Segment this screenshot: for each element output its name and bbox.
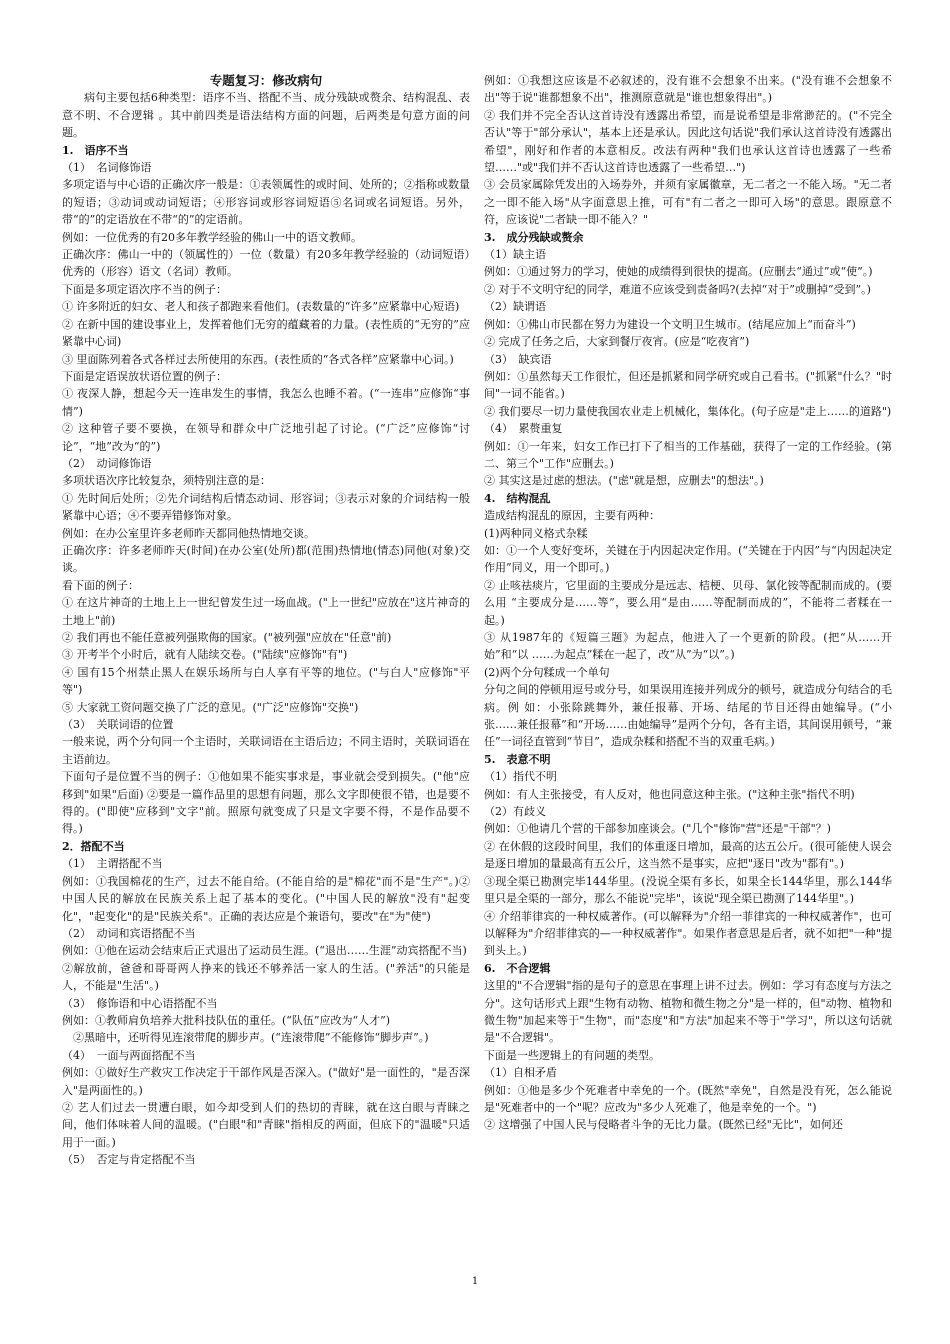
subsection-heading: （1）自相矛盾 [484,1066,557,1080]
subsection-heading: （4） 一面与两面搭配不当 [62,1048,196,1062]
paragraph: 病句主要包括6种类型：语序不当、搭配不当、成分残缺或赘余、结构混乱、表意不明、不合逻辑 。其中前四类是语法结构方面的问题，后两类是句意方面的问题。 [62,91,470,140]
paragraph: ④ 介绍菲律宾的一种权威著作。(可以解释为"介绍一菲律宾的一种权威著作"，也可以解释为"介绍菲律宾的—一种权威著作"。如果作者意思是后者，就不如把"一种"提到头上。) [484,909,892,958]
paragraph: ② 完成了任务之后，大家到餐厅夜宵。(应是“吃夜宵”) [484,335,750,349]
document-title: 专题复习：修改病句 [209,73,323,88]
section-heading: 3. 成分残缺或赘余 [484,230,584,244]
paragraph: 例如：①教师肩负培养大批科技队伍的重任。(“队伍”应改为“人才”) [62,1013,391,1027]
paragraph: 分句之间的停顿用逗号或分号，如果误用连接并列成分的顿号，就造成分句结合的毛病。例 如：小张除跳舞外，兼任报幕、开场、结尾的节目还得由她编导。(“小张……兼任报幕”和“开场……由她编导”是两个分句，各有主语，其间误用顿号，“兼任”一词径直管到“节目”，造成杂糅和搭配不当的双重毛病。) [484,683,892,749]
paragraph: ③ 开考半个小时后，就有人陆续交卷。("陆续"应修饰"有") [62,648,348,662]
paragraph: 一般来说，两个分句同一个主语时，关联词语在主语后边；不同主语时，关联词语在主语前边。 [62,735,470,766]
paragraph: ③ 从1987年的《短篇三题》为起点，他进入了一个更新的阶段。(把“从……开始”和“以 ……为起点”糅在一起了，改“从”为“以”。) [484,631,892,662]
paragraph: 例如：①我国棉花的生产，过去不能自给。(不能自给的是"棉花"而不是"生产"。)②中国人民的解放在民族关系上起了基本的变化。("中国人民的解放"没有"起变化"，"起变化"的是"民族关系"。正确的表达应是个兼语句，要改"在"为"使") [62,874,470,923]
paragraph: ② 对于不文明守纪的同学，难道不应该受到责备吗?(去掉“对于”或删掉“受到”。) [484,282,871,296]
subsection-heading: （1）缺主语 [484,248,546,262]
subsection-heading: （4） 累赘重复 [484,422,563,436]
subsection-heading: （1）指代不明 [484,770,557,784]
paragraph: 例如：①他是多少个死难者中幸免的一个。(既然"幸免"，自然是没有死，怎么能说是"死难者中的一个"呢？应改为"多少人死难了，他是幸免的一个。") [484,1083,892,1114]
section-heading: 2．搭配不当 [62,839,125,853]
paragraph: 例如：①佛山市民都在努力为建设一个文明卫生城市。(结尾应加上“而奋斗”) [484,317,856,331]
paragraph: ② 在新中国的建设事业上，发挥着他们无穷的蕴藏着的力量。(表性质的“无穷的”应紧靠中心词) [62,317,470,349]
paragraph: 如：①一个人变好变坏，关键在于内因起决定作用。(“关键在于内因”与“内因起决定作用”同义，用一个即可。) [484,543,892,575]
paragraph: 下面是一些逻辑上的有问题的类型。 [484,1048,660,1062]
left-column [62,72,470,1169]
subsection-heading: （3） 缺宾语 [484,352,552,366]
paragraph: ② 艺人们过去一贯遭白眼，如今却受到人们的热切的青睐，就在这白眼与青睐之间，他们体味着人间的温暖。("白眼"和"青睐"指相反的两面，但底下的"温暖"只适用于一面。) [62,1100,470,1149]
paragraph: 多项定语与中心语的正确次序一般是：①表领属性的或时间、处所的；②指称或数量的短语；③动词或动词短语；④形容词或形容词短语⑤名词或名词短语。另外，带“的”的定语放在不带“的”的定语前。 [62,178,470,227]
paragraph: ③现全渠已勘测完毕144华里。(没说全渠有多长，如果全长144华里，那么144华里只是全渠的一部分，那么不能说"完毕"，该说"现全渠已勘测了144华里"。) [484,874,892,906]
paragraph: 例如：①一年来，妇女工作已打下了相当的工作基础，获得了一定的工作经验。(第二、第三个"工作"应删去。) [484,439,892,470]
paragraph: 例如：①他在运动会结束后正式退出了运动员生涯。(“退出……生涯”动宾搭配不当) [62,944,467,958]
subsection-heading: （1） 名词修饰语 [62,161,152,175]
paragraph: ② 我们并不完全否认这首诗没有透露出希望，而是说希望是非常渺茫的。("不完全否认"等于"部分承认"，基本上还是承认。因此这句话说"我们承认这首诗没有透露出希望"，刚好和作者的本意相反。改法有两种"我们也承认这首诗也透露了一些希望……"或"我们并不否认这首诗也透露了一些希望…") [484,108,892,175]
paragraph: 正确次序：佛山一中的（领属性的）一位（数量）有20多年教学经验的（动词短语）优秀的（形容）语文（名词）教师。 [62,248,470,279]
paragraph: 这里的"不合逻辑"指的是句子的意思在事理上讲不过去。例如：学习有态度与方法之分"。这句话形式上跟"生物有动物、植物和微生物之分"是一样的，但"动物、植物和微生物"加起来等于"生物"，而"态度"和"方法"加起来不等于"学习"，所以这句话就是"不合逻辑"。 [484,979,892,1045]
paragraph: ① 先时间后处所；②先介词结构后情态动词、形容词；③表示对象的介词结构一般紧靠中心语；④不要弄错修饰对象。 [62,491,470,523]
subsection-heading: （5） 否定与肯定搭配不当 [62,1153,196,1167]
paragraph: ② 这种管子要不要换，在领导和群众中广泛地引起了讨论。(“广泛”应修饰“讨论”，“地”改为“的”) [62,422,470,453]
right-column [484,72,892,1134]
paragraph: (2)两个分句糅成一个单句 [484,665,610,679]
section-heading: 5. 表意不明 [484,752,551,766]
subsection-heading: （3） 修饰语和中心语搭配不当 [62,996,218,1010]
paragraph: 正确次序：许多老师昨天(时间)在办公室(处所)都(范围)热情地(情态)同他(对象)交谈。 [62,543,470,575]
paragraph: ① 在这片神奇的土地上上一世纪曾发生过一场血战。("上一世纪"应放在"这片神奇的土地上"前) [62,596,470,627]
paragraph: ②黑暗中，还听得见连滚带爬的脚步声。(“连滚带爬”不能修饰“脚步声”。) [62,1031,429,1045]
paragraph: ④ 国有15个州禁止黑人在娱乐场所与白人享有平等的地位。("与白人"应修饰"平等") [62,665,470,697]
paragraph: 例如：有人主张接受，有人反对，他也同意这种主张。("这种主张"指代不明) [484,787,855,801]
paragraph: 例如：①做好生产救灾工作决定于干部作风是否深入。("做好"是一面性的，"是否深入"是两面性的。) [62,1066,470,1097]
paragraph: ②解放前，爸爸和哥哥两人挣来的钱还不够养活一家人的生活。("养活"的只能是人，不能是"生活"。) [62,961,470,993]
paragraph: ② 在休假的这段时间里，我们的体重逐日增加，最高的达五公斤。(很可能使人误会是逐日增加的量最高有五公斤，这当然不是事实，应把"逐日"改为"都有"。) [484,839,892,871]
subsection-heading: （1） 主谓搭配不当 [62,857,163,871]
section-heading: 6. 不合逻辑 [484,961,551,975]
section-heading: 1. 语序不当 [62,143,129,157]
paragraph: 下面是定语误放状语位置的例子： [62,369,227,383]
paragraph: ③ 里面陈列着各式各样过去所使用的东西。(表性质的“各式各样”应紧靠中心词。) [62,352,454,366]
paragraph: (1)两种同义格式杂糅 [484,526,588,540]
subsection-heading: （2） 动词修饰语 [62,456,152,470]
paragraph: ③ 会员家属除凭发出的入场券外，并须有家属徽章，无二者之一不能入场。"无二者之一即不能入场"从字面意思上推，可有"有二者之一即可入场"的意思。跟原意不符，应该说"二者缺一即不能入？" [484,178,892,227]
section-heading: 4. 结构混乱 [484,491,551,505]
paragraph: 例如：①虽然每天工作很忙，但还是抓紧和同学研究或自己看书。("抓紧"什么？"时间"一词不能省。) [484,369,892,401]
paragraph: 例如：①他请几个营的干部参加座谈会。("几个"修饰"营"还是"干部"？) [484,822,831,836]
paragraph: 多项状语次序比较复杂，须特别注意的是： [62,474,271,488]
subsection-heading: （2）缺谓语 [484,300,546,314]
paragraph: 造成结构混乱的原因，主要有两种： [484,509,660,523]
subsection-heading: （2） 动词和宾语搭配不当 [62,926,196,940]
paragraph: 下面是多项定语次序不当的例子： [62,282,227,296]
paragraph: ① 夜深人静，想起今天一连串发生的事情，我怎么也睡不着。(“一连串”应修饰“事情”) [62,387,470,418]
paragraph: 例如：在办公室里许多老师昨天都同他热情地交谈。 [62,526,315,540]
paragraph: ① 许多附近的妇女、老人和孩子都跑来看他们。(表数量的“许多”应紧靠中心短语) [62,300,460,314]
subsection-heading: （3） 关联词语的位置 [62,718,174,732]
paragraph: ② 我们再也不能任意被列强欺侮的国家。("被列强"应放在"任意"前) [62,631,392,644]
paragraph: 例如：一位优秀的有20多年教学经验的佛山一中的语文教师。 [62,230,362,244]
page-number: 1 [471,1276,479,1287]
paragraph: ② 其实这是过虑的想法。("虑"就是想，应删去"的想法"。) [484,474,764,488]
paragraph: 看下面的例子： [62,578,139,592]
paragraph: 下面句子是位置不当的例子：①他如果不能实事求是，事业就会受到损失。("他"应移到"如果"后面) ②要是一篇作品里的思想有问题，那么文字即使很不错，也是要不得的。("即使"应移到"文字"前。照原句就变成了只是文字要不得，不是作品要不得。) [62,770,470,836]
paragraph: 例如：①我想这应该是不必叙述的，没有谁不会想象不出来。("没有谁不会想象不出"等于说"谁都想象不出"，推测原意就是"谁也想象得出"。) [484,74,892,105]
paragraph: ⑤ 大家就工资问题交换了广泛的意见。("广泛"应修饰"交换") [62,700,359,714]
paragraph: ② 我们要尽一切力量使我国农业走上机械化，集体化。(句子应是"走上……的道路") [484,404,892,418]
paragraph: ② 止咳祛痰片，它里面的主要成分是远志、桔梗、贝母、氯化铵等配制而成的。(要么用 “主要成分是……等”，要么用“是由……等配制而成的”，不能将二者糅在一起。) [484,578,892,627]
subsection-heading: （2）有歧义 [484,805,546,819]
paragraph: ② 这增强了中国人民与侵略者斗争的无比力量。(既然已经"无比"，如何还 [484,1118,843,1132]
paragraph: 例如：①通过努力的学习，使她的成绩得到很快的提高。(应删去“通过”或“使”。) [484,265,873,279]
